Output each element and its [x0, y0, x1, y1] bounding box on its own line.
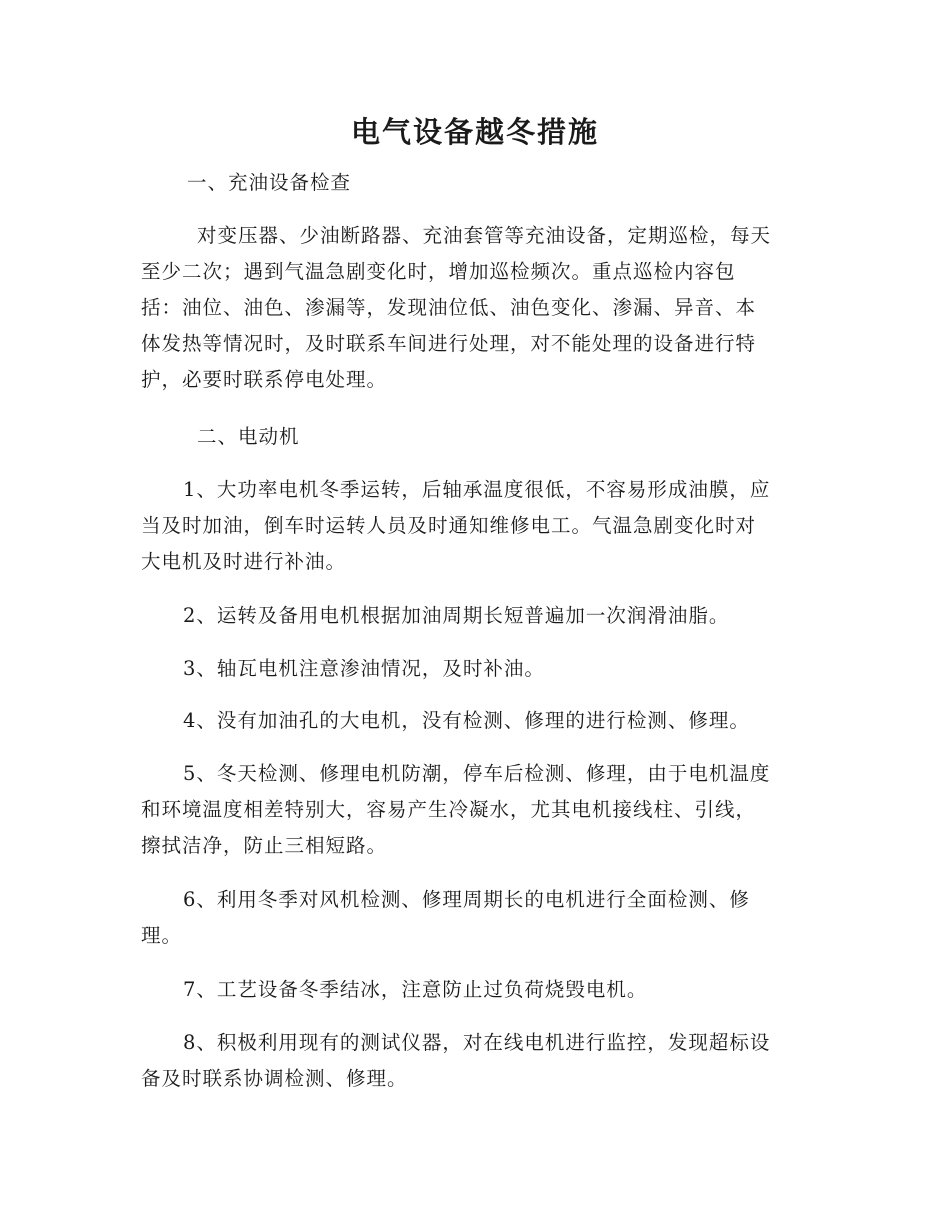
list-item-line: 7、工艺设备冬季结冰，注意防止过负荷烧毁电机。	[183, 978, 648, 1001]
list-item-3	[141, 651, 811, 687]
section-heading-motor	[141, 419, 811, 455]
paragraph-line: 对变压器、少油断路器、充油套管等充油设备，定期巡检，每天	[197, 224, 772, 247]
list-item-line: 5、冬天检测、修理电机防潮，停车后检测、修理，由于电机温度	[183, 762, 771, 785]
list-item-line: 3、轴瓦电机注意渗油情况，及时补油。	[183, 657, 545, 680]
section-heading-oil-equipment	[141, 165, 811, 201]
list-item-5	[141, 756, 811, 864]
paragraph-line: 括：油位、油色、渗漏等，发现油位低、油色变化、渗漏、异音、本	[141, 296, 757, 319]
list-item-8	[141, 1025, 811, 1097]
list-item-line: 4、没有加油孔的大电机，没有检测、修理的进行检测、修理。	[183, 709, 750, 732]
section-heading-text: 二、电动机	[197, 425, 300, 448]
paragraph-oil-equipment	[141, 218, 811, 398]
paragraph-line: 至少二次；遇到气温急剧变化时，增加巡检频次。重点巡检内容包	[141, 260, 736, 283]
list-item-line: 1、大功率电机冬季运转，后轴承温度很低，不容易形成油膜，应	[183, 478, 771, 501]
paragraph-line: 护，必要时联系停电处理。	[141, 368, 388, 391]
list-item-4	[141, 703, 811, 739]
list-item-line: 2、运转及备用电机根据加油周期长短普遍加一次润滑油脂。	[183, 604, 730, 627]
document-title: 电气设备越冬措施	[350, 115, 599, 149]
list-item-line: 6、利用冬季对风机检测、修理周期长的电机进行全面检测、修	[183, 888, 750, 911]
list-item-line: 理。	[141, 924, 183, 947]
list-item-2	[141, 598, 811, 634]
section-heading-text: 一、充油设备检查	[187, 171, 352, 194]
list-item-line: 和环境温度相差特别大，容易产生冷凝水，尤其电机接线柱、引线，	[141, 798, 757, 821]
list-item-1	[141, 472, 811, 580]
list-item-7	[141, 972, 811, 1008]
list-item-line: 擦拭洁净，防止三相短路。	[141, 834, 388, 857]
list-item-line: 备及时联系协调检测、修理。	[141, 1067, 408, 1090]
list-item-line: 当及时加油，倒车时运转人员及时通知维修电工。气温急剧变化时对	[141, 514, 757, 537]
list-item-line: 8、积极利用现有的测试仪器，对在线电机进行监控，发现超标设	[183, 1031, 771, 1054]
list-item-6	[141, 882, 811, 954]
list-item-line: 大电机及时进行补油。	[141, 550, 347, 573]
paragraph-line: 体发热等情况时，及时联系车间进行处理，对不能处理的设备进行特	[141, 332, 757, 355]
